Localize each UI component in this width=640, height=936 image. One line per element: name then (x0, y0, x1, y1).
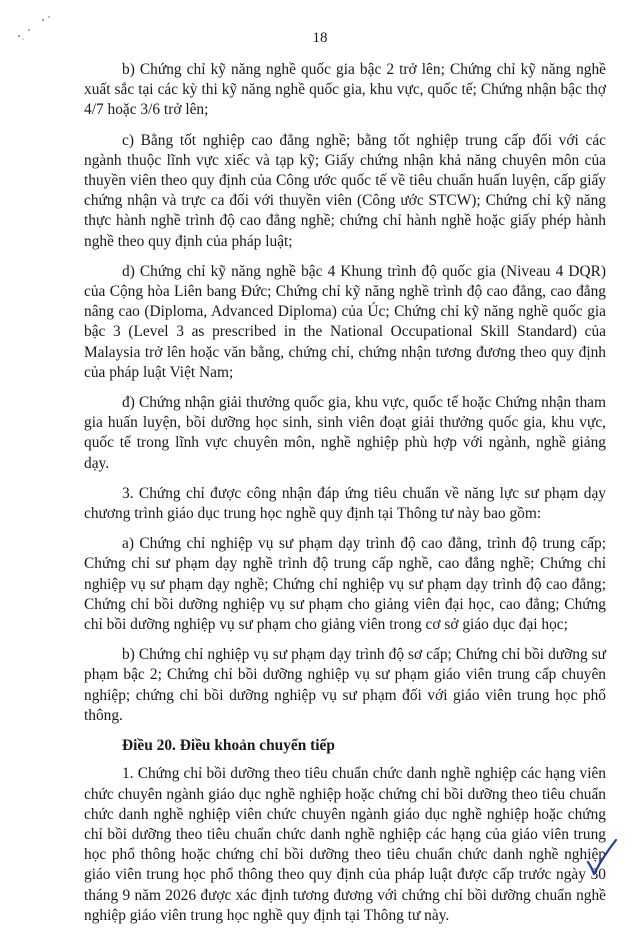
paragraph-point-dd: đ) Chứng nhận giải thưởng quốc gia, khu vực, quốc tế hoặc Chứng nhận tham gia huấn luyện, bồi dưỡng học sinh, sinh viên đoạt giải thưởng quốc gia, khu vực, quốc tế trong lĩnh vực chuyên môn, nghề nghiệp phù hợp với ngành, nghề giảng dạy. (84, 394, 606, 472)
paragraph-clause-3-point-b: b) Chứng chỉ nghiệp vụ sư phạm dạy trình độ sơ cấp; Chứng chỉ bồi dưỡng sư phạm bậc 2; Chứng chỉ bồi dưỡng nghiệp vụ sư phạm giáo viên trung cấp chuyên nghiệp; chứng chỉ bồi dưỡng nghiệp vụ sư phạm đối với giáo viên trung học phổ thông. (84, 646, 606, 724)
paragraph-point-c: c) Bằng tốt nghiệp cao đẳng nghề; bằng tốt nghiệp trung cấp đối với các ngành thuộc lĩnh vực xiếc và tạp kỹ; Giấy chứng nhận khả năng chuyên môn của thuyền viên theo quy định của Công ước quốc tế về tiêu chuẩn huấn luyện, cấp giấy chứng nhận và trực ca đối với thuyền viên (Công ước STCW); Chứng chỉ kỹ năng thực hành nghề trình độ cao đẳng nghề; chứng chỉ hành nghề hoặc giấy phép hành nghề theo quy định của pháp luật; (84, 131, 606, 250)
paragraph-clause-3: 3. Chứng chỉ được công nhận đáp ứng tiêu chuẩn về năng lực sư phạm dạy chương trình giáo dục trung học nghề quy định tại Thông tư này bao gồm: (84, 484, 606, 523)
paragraph-clause-3-point-a: a) Chứng chỉ nghiệp vụ sư phạm dạy trình độ cao đẳng, trình độ trung cấp; Chứng chỉ sư phạm dạy nghề trình độ trung cấp nghề, cao đẳng nghề; Chứng chỉ nghiệp vụ sư phạm dạy nghề; Chứng chỉ nghiệp vụ sư phạm dạy trình độ cao đẳng; Chứng chỉ bồi dưỡng nghiệp vụ sư phạm cho giảng viên đại học, cao đẳng; Chứng chỉ bồi dưỡng nghiệp vụ sư phạm cho giảng viên trong cơ sở giáo dục đại học; (84, 535, 606, 634)
paragraph-point-b: b) Chứng chỉ kỹ năng nghề quốc gia bậc 2 trở lên; Chứng chỉ kỹ năng nghề xuất sắc tại các kỳ thi kỹ năng nghề quốc gia, khu vực, quốc tế; Chứng nhận bậc thợ 4/7 hoặc 3/6 trở lên; (84, 61, 606, 119)
article-paragraph-1: 1. Chứng chỉ bồi dưỡng theo tiêu chuẩn chức danh nghề nghiệp các hạng viên chức chuyên ngành giáo dục nghề nghiệp hoặc chứng chỉ bồi dưỡng theo tiêu chuẩn chức danh nghề nghiệp viên chức chuyên ngành giáo dục nghề nghiệp hoặc chứng chỉ bồi dưỡng theo tiêu chuẩn chức danh nghề nghiệp các hạng của giáo viên trung học phổ thông hoặc chứng chỉ bồi dưỡng theo tiêu chuẩn chức danh nghề nghiệp giáo viên trung học phổ thông theo quy định của pháp luật được cấp trước ngày 30 tháng 9 năm 2026 được xác định tương đương với chứng chỉ bồi dưỡng chuẩn nghề nghiệp giáo viên trung học nghề quy định tại Thông tư này. (84, 765, 606, 924)
initial-mark-icon (582, 836, 622, 880)
paragraph-point-d: d) Chứng chỉ kỹ năng nghề bậc 4 Khung trình độ quốc gia (Niveau 4 DQR) của Cộng hòa Liên bang Đức; Chứng chỉ kỹ năng nghề trình độ cao đẳng, cao đẳng nâng cao (Diploma, Advanced Diploma) của Úc; Chứng chỉ kỹ năng nghề quốc gia bậc 3 (Level 3 as prescribed in the National Occupational Skill Standard) của Malaysia trở lên hoặc văn bằng, chứng chỉ, chứng nhận tương đương theo quy định của pháp luật Việt Nam; (84, 262, 606, 381)
page-number: 18 (312, 30, 328, 46)
article-heading: Điều 20. Điều khoản chuyển tiếp (122, 737, 335, 755)
document-body (84, 60, 606, 936)
